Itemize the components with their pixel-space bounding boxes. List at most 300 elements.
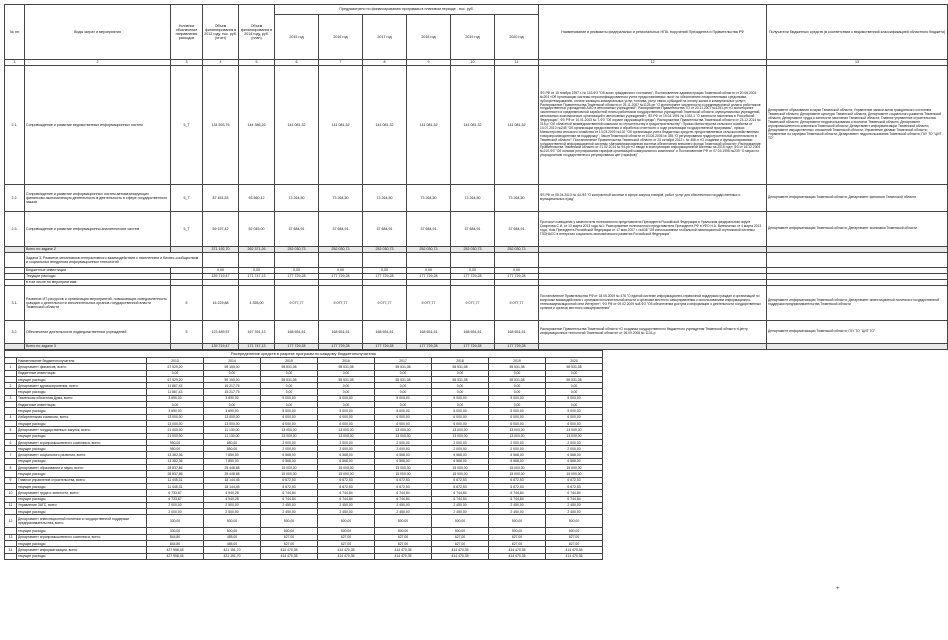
- fin-row-value: 5 000,00: [375, 408, 432, 414]
- fin-row-value: 6 000,00: [318, 420, 375, 426]
- fin-row-value: 13 000,00: [432, 427, 489, 433]
- fin-row-value: 2 000,00: [261, 439, 318, 445]
- row-year-value: 168 651,51: [407, 321, 451, 344]
- fin-row-value: 6 000,00: [546, 420, 603, 426]
- fin-row-value: 11 130,00: [204, 433, 261, 439]
- fin-row-value: 3 690,00: [147, 408, 204, 414]
- fin-row-value: 0,00: [318, 383, 375, 389]
- document-sheet: [4, 4, 946, 636]
- row-acts: Постановление Правительства РФ от 18.05.2009 № 478 "О единой системе информационно-справочной поддержки граждан и организаций по вопросам взаимодействия с органами исполнительной власти и органами местного самоуправления с использованием информационно-телекоммуникационной сети Интернет"; ФЗ РФ от 09.02.2009 №8-ФЗ "Об обеспечении доступа к информации о деятельности государственных органов и органов местного самоуправления": [539, 286, 767, 321]
- fin-header-year: 2013: [147, 358, 204, 364]
- header-year: 2019 год: [451, 15, 495, 60]
- fin-row-value: 6 744,84: [261, 490, 318, 496]
- fin-row-value: 13 000,00: [261, 427, 318, 433]
- fin-row-value: 5 000,00: [546, 408, 603, 414]
- fin-row-value: 500,00: [261, 515, 318, 528]
- total-year-value: 177 729,28: [495, 344, 539, 350]
- row-recipient: Департамент информатизации Тюменской области; Департамент экономики Тюменской области: [767, 212, 948, 247]
- fin-row-value: 414 470,35: [546, 553, 603, 559]
- fin-row-value: 6 672,53: [261, 477, 318, 483]
- total-label: Всего по задаче 3: [25, 344, 171, 350]
- row-year-value: 73 264,50: [275, 185, 319, 212]
- fin-row-value: 15 000,00: [318, 471, 375, 477]
- fin-row-value: 6 672,53: [375, 477, 432, 483]
- fin-row-name: Департамент здравоохранения, всего:: [17, 383, 147, 389]
- row-year-value: 9 077,77: [451, 286, 495, 321]
- fin-row-value: 2 000,00: [489, 446, 546, 452]
- fin-row-value: 414 470,35: [375, 553, 432, 559]
- fin-row-value: 2 450,00: [375, 502, 432, 508]
- fin-row-value: 6 672,53: [546, 483, 603, 489]
- fin-row-value: 13 000,00: [147, 414, 204, 420]
- fin-row-value: 2 000,00: [147, 502, 204, 508]
- fin-row-value: 2 450,00: [432, 509, 489, 515]
- fin-row-number: 3: [5, 395, 17, 401]
- total-year-value: 177 729,28: [451, 344, 495, 350]
- fin-row-value: 627,00: [261, 534, 318, 540]
- total-v2014: 262 371,26: [239, 247, 275, 253]
- fin-row: [5, 515, 603, 528]
- fin-row-value: 850,00: [204, 439, 261, 445]
- header-acts: Наименование и реквизиты федеральных и региональных НПА, поручений Президента и Правительства РФ: [539, 5, 767, 60]
- fin-row-name: текущие расходы: [17, 389, 147, 395]
- fin-row-number: 7: [5, 452, 17, 458]
- row-name: Сопровождение и развитие информационных систем автоматизирующих финансово-экономическую деятельность в деятельность в сфере государственного заказа: [25, 185, 171, 212]
- row-v2014: 52 045,00: [239, 212, 275, 247]
- fin-row-value: 6 744,84: [489, 496, 546, 502]
- col-number: 5: [239, 60, 275, 66]
- fin-row-value: 13 000,00: [546, 433, 603, 439]
- fin-row-value: 2 450,00: [489, 502, 546, 508]
- row-v2014: 93 560,12: [239, 185, 275, 212]
- row-number: 2.3.: [5, 212, 25, 247]
- row-year-value: 73 264,50: [363, 185, 407, 212]
- fin-row-value: 55 531,08: [432, 364, 489, 370]
- row-recipient: Департамент информатизации Тюменской области; Департамент инвестиционной политики и государственной поддержки предпринимательства Тюменской области: [767, 286, 948, 321]
- fin-row-value: 0,00: [546, 402, 603, 408]
- fin-row-value: 5 000,00: [375, 395, 432, 401]
- fin-row-value: 6 568,00: [432, 458, 489, 464]
- fin-row-name: текущие расходы: [17, 496, 147, 502]
- col-number: 6: [275, 60, 319, 66]
- fin-row-value: 15 000,00: [546, 471, 603, 477]
- fin-row-value: 0,00: [318, 389, 375, 395]
- fin-row-value: 6 744,84: [432, 496, 489, 502]
- row-year-value: 141 081,32: [319, 66, 363, 185]
- row-year-value: 168 651,51: [451, 321, 495, 344]
- fin-row-value: 414 470,35: [318, 547, 375, 553]
- fin-row-value: 500,00: [204, 528, 261, 534]
- fin-row-value: 6 568,00: [261, 452, 318, 458]
- fin-row-value: 6 568,00: [546, 452, 603, 458]
- fin-row-value: 6 568,00: [261, 458, 318, 464]
- header-year: 2018 год: [407, 15, 451, 60]
- col-number: 13: [767, 60, 948, 66]
- header-code: Условное обозначение направления расходов: [171, 5, 203, 60]
- header-year: 2017 год: [363, 15, 407, 60]
- fin-row-number: 8: [5, 465, 17, 471]
- fin-row-value: 500,00: [432, 515, 489, 528]
- fin-row-value: 5 000,00: [432, 408, 489, 414]
- total-year-value: 252 030,73: [407, 247, 451, 253]
- row-acts: Распоряжение Правительства Тюменской области «О создании государственного бюджетного учреждения Тюменской области «Центр информационных технологий Тюменской области» от 26.09.2008 № 1131-р: [539, 321, 767, 344]
- fin-row-value: 950,00: [147, 439, 204, 445]
- current-value: 177 729,28: [407, 274, 451, 280]
- fin-row-value: 627,00: [318, 534, 375, 540]
- fin-row-value: 627,00: [375, 541, 432, 547]
- fin-row-value: 2 450,00: [318, 502, 375, 508]
- total-year-value: 177 729,28: [319, 344, 363, 350]
- row-code: 5_7: [171, 212, 203, 247]
- fin-row-value: 500,00: [261, 528, 318, 534]
- fin-row-number: 9: [5, 477, 17, 483]
- fin-row-value: 0,00: [546, 370, 603, 376]
- fin-row-value: 0,00: [318, 370, 375, 376]
- fin-row-name: текущие расходы: [17, 541, 147, 547]
- fin-row-value: 13 000,00: [489, 433, 546, 439]
- fin-row-value: 0,00: [546, 383, 603, 389]
- fin-row-value: 2 450,00: [375, 509, 432, 515]
- col-number: 7: [319, 60, 363, 66]
- row-year-value: 37 684,91: [363, 212, 407, 247]
- fin-row-value: 2 450,00: [261, 509, 318, 515]
- fin-row-value: 500,00: [546, 528, 603, 534]
- fin-row-name: текущие расходы: [17, 446, 147, 452]
- fin-row-value: 844,80: [147, 541, 204, 547]
- row-number: 3.1.: [5, 286, 25, 321]
- current-value: 139 719,47: [203, 274, 239, 280]
- fin-row-name: текущие расходы: [17, 420, 147, 426]
- row-number: 2.2.: [5, 185, 25, 212]
- fin-row-value: 25 448,68: [204, 471, 261, 477]
- row-year-value: 9 077,77: [495, 286, 539, 321]
- fin-row-value: 485,00: [204, 534, 261, 540]
- fin-row-value: 6 000,00: [489, 420, 546, 426]
- fin-row-value: 55 531,08: [432, 376, 489, 382]
- total-v2013: 371 192,70: [203, 247, 239, 253]
- fin-row-number: 13: [5, 534, 17, 540]
- fin-row-value: 55 531,08: [375, 364, 432, 370]
- fin-row-value: 6 672,53: [318, 483, 375, 489]
- fin-row-value: 6 744,84: [318, 490, 375, 496]
- fin-row-name: Департамент информатизации, всего:: [17, 547, 147, 553]
- total-year-value: 252 030,73: [275, 247, 319, 253]
- row-acts: Протокол совещания у заместителя полномочного представителя Президента Российской Федерации в Уральском федеральном округе Смирнова С.И. от 13 марта 2013 года №1; Распоряжение полномочного представителя Президента РФ в УФО Н.А. Винниченко от 4 марта 2013 года; Указ Президента Российской Федерации от 17 мая 2007 г. №638 "Об использовании глобальной навигационной спутниковой системы ГЛОНАСС в интересах социально-экономического развития Российской Федерации": [539, 212, 767, 247]
- row-name: Обеспечение деятельности подведомственных учреждений: [25, 321, 171, 344]
- fin-row-value: 6 672,53: [261, 483, 318, 489]
- fin-row-value: 627,00: [489, 534, 546, 540]
- fin-row-value: 3 690,00: [204, 408, 261, 414]
- fin-row-value: 13 382,36: [147, 458, 204, 464]
- fin-row-value: 500,00: [489, 515, 546, 528]
- header-name: Виды затрат и мероприятия: [25, 5, 171, 60]
- fin-row-value: 13 000,00: [261, 433, 318, 439]
- row-year-value: 168 651,51: [495, 321, 539, 344]
- fin-row-value: 13 000,00: [318, 427, 375, 433]
- fin-header-year: 2017: [375, 358, 432, 364]
- row-year-value: 73 264,50: [319, 185, 363, 212]
- fin-row-value: 414 470,35: [261, 547, 318, 553]
- row-year-value: 141 081,32: [275, 66, 319, 185]
- budget-value: 0,00: [319, 268, 363, 274]
- fin-row-value: 0,00: [489, 370, 546, 376]
- fin-header-year: 2014: [204, 358, 261, 364]
- fin-row-value: 11 445,31: [147, 483, 204, 489]
- fin-row-value: 6 744,84: [375, 490, 432, 496]
- row-year-value: 9 077,77: [319, 286, 363, 321]
- fin-row-value: 6 000,00: [375, 420, 432, 426]
- total-year-value: 252 030,73: [495, 247, 539, 253]
- fin-row-value: 0,00: [432, 402, 489, 408]
- fin-row-value: 500,00: [432, 528, 489, 534]
- task-label: Задача 3. Развитие механизмов интерактивного взаимодействия с населением и бизнес-сообществом и социальных внедрения информационных технологий: [25, 253, 203, 268]
- fin-row-value: 0,00: [432, 383, 489, 389]
- fin-row-name: Департамент труда и занятости, всего:: [17, 490, 147, 496]
- fin-row-value: 13 000,00: [546, 427, 603, 433]
- total-row: [5, 344, 948, 350]
- row-v2014: 167 391,13: [239, 321, 275, 344]
- row-year-value: 9 077,77: [275, 286, 319, 321]
- fin-row: [5, 553, 603, 559]
- fin-row-value: 6 672,53: [489, 483, 546, 489]
- fin-row-value: 0,00: [375, 402, 432, 408]
- current-value: 177 729,28: [363, 274, 407, 280]
- header-no: № пп: [5, 5, 25, 60]
- current-value: 177 729,28: [319, 274, 363, 280]
- row-year-value: 168 651,51: [319, 321, 363, 344]
- fin-row-value: 15 217,75: [204, 389, 261, 395]
- distribution-table: [4, 350, 603, 560]
- fin-row-value: 6 744,84: [261, 496, 318, 502]
- fin-row-value: 5 000,00: [489, 408, 546, 414]
- budget-value: 0,00: [451, 268, 495, 274]
- total-year-value: 252 030,73: [363, 247, 407, 253]
- fin-row-value: 414 470,35: [489, 547, 546, 553]
- fin-row-value: 6 000,00: [375, 414, 432, 420]
- fin-row-value: 5 000,00: [546, 395, 603, 401]
- fin-row-value: 25 448,68: [204, 465, 261, 471]
- fin-row-value: 6 568,00: [489, 452, 546, 458]
- fin-row-value: 0,00: [489, 402, 546, 408]
- fin-row-value: 6 000,00: [489, 414, 546, 420]
- program-table: [4, 4, 948, 350]
- row-year-value: 37 684,91: [495, 212, 539, 247]
- fin-row-name: Департамент образования и науки, всего:: [17, 465, 147, 471]
- row-v2014: 4 355,00: [239, 286, 275, 321]
- fin-row-value: 0,00: [261, 370, 318, 376]
- row-acts: ФЗ РФ от 15 ноября 1997 г. № 143-ФЗ "Об актах гражданского состояния"; Постановление администрации Тюменской области от 20.06.2003 №204 «Об организации системы персонифицированного учета предоставляемых льгот по обеспечению лекарственными средствами, зубопротезированию, оплате жилищно-коммунальных услуг, топлива, услуг связи, субсидий на оплату жилья и коммунальных услуг»; Распоряжение Правительства Тюменской области от 25.11.2007 №1125-рп "О мониторинге численности и среднемесячной оплаты работников государственных учреждений АИО в автономных учреждений"; Распоряжение Правительства ТО от 20.11.2007 №1251-рп «О мониторинге численности и среднемесячной заработной платы работников государственных учреждений Тюменской области, муниципальных учреждений, автономных экономических организаций и автономных учреждений»; ФЗ РФ от 19.04.1991 № 1032-1 "О занятости населения в Российской Федерации"; ФЗ РФ от 10.01.2003 № 7-ФЗ "Об охране окружающей среды"; Распоряжение Правительства Тюменской области от 23.12.2014 № 315-р "Об областной межведомственной комиссии по строительству и градостроительству"; Приказ Министерства сельского хозяйства от 14.07.2010 №248 "Об организации предоставления и обработки отчетности о ходе реализации государственной программы", приказ Министерства сельского хозяйства от 13.03.2009 №102 "Об организации учета бюджетных средств, предоставляемых сельскохозяйственным товаропроизводителям на поддержку"; Закон Тюменской области от 03.06.2005 № 385 "О регулировании градостроительной деятельности в Тюменской области"; Постановление Правительства Тюменской области от 20 октября 2013 г. № 456-п «О создании и функционировании государственной информационной системы «Автоматизированная система обеспечения внешнего фонда Тюменской области»; Распоряжение Правительства Тюменской области от 21.02.2014 № 94-рп «О вводе в эксплуатацию информационной системы на 2015 год»; ФЗ от 16.12.2004 №210-ФЗ "Об основах регулирования тарифов организаций коммунального комплекса" и Постановление РФ от 07.03.1995 №239 "О мерах по упорядочению государственного регулирования цен (тарифов)": [539, 66, 767, 185]
- fin-header-year: 2019: [489, 358, 546, 364]
- fin-row-value: 55 531,08: [318, 376, 375, 382]
- fin-row-value: 414 470,35: [261, 553, 318, 559]
- row-year-value: 37 684,91: [275, 212, 319, 247]
- fin-row-name: Департамент инвестиционной политики и государственной поддержки предпринимательства, всего:: [17, 515, 147, 528]
- row-year-value: 168 651,51: [363, 321, 407, 344]
- fin-row-value: 21 000,00: [147, 427, 204, 433]
- fin-row-number: 6: [5, 439, 17, 445]
- fin-row-name: Избирательная комиссия, всего:: [17, 414, 147, 420]
- row-v2014: 144 386,26: [239, 66, 275, 185]
- fin-row-value: 18 144,45: [204, 477, 261, 483]
- fin-row-number: 10: [5, 490, 17, 496]
- fin-row-value: 6 672,53: [546, 477, 603, 483]
- fin-row-value: 0,00: [375, 383, 432, 389]
- fin-row-value: 59 155,00: [204, 376, 261, 382]
- fin-row-value: 427 958,45: [147, 553, 204, 559]
- fin-row-value: 2 000,00: [318, 439, 375, 445]
- col-number: 11: [495, 60, 539, 66]
- fin-row-value: 0,00: [261, 383, 318, 389]
- fin-row-value: 5 000,00: [261, 408, 318, 414]
- row-year-value: 141 081,32: [363, 66, 407, 185]
- fin-row-value: 11 867,43: [147, 389, 204, 395]
- row-year-value: 73 264,50: [407, 185, 451, 212]
- row-year-value: 37 684,91: [319, 212, 363, 247]
- fin-row-value: 2 000,00: [147, 509, 204, 515]
- fin-row-value: 6 744,84: [546, 490, 603, 496]
- fin-row-name: Департамент социального развития, всего:: [17, 452, 147, 458]
- total-label: Всего по задаче 2: [25, 247, 171, 253]
- fin-row-value: 850,00: [204, 446, 261, 452]
- budget-value: 0,00: [363, 268, 407, 274]
- fin-row-value: 2 000,00: [375, 446, 432, 452]
- fin-row-value: 844,80: [147, 534, 204, 540]
- total-v2014: 171 747,13: [239, 344, 275, 350]
- row-v2013: 16 229,88: [203, 286, 239, 321]
- fin-row-value: 2 000,00: [432, 439, 489, 445]
- fin-row-value: 500,00: [318, 515, 375, 528]
- fin-row-value: 55 531,08: [546, 364, 603, 370]
- fin-row-name: бюджетные инвестиции: [17, 370, 147, 376]
- fin-row-value: 28 837,86: [147, 471, 204, 477]
- row-name: Развитие ИТ-ресурсов и организация мероприятий, повышающих осведомленность граждан о деятельности исполнительных органов государственной власти Тюменской области: [25, 286, 171, 321]
- row-v2013: 134 593,76: [203, 66, 239, 185]
- fin-row-value: 28 837,86: [147, 465, 204, 471]
- fin-row-value: 11 445,31: [147, 477, 204, 483]
- fin-header-year: 2020: [546, 358, 603, 364]
- fin-row-number: 11: [5, 502, 17, 508]
- row-name: Сопровождение и развитие ведомственных информационных систем: [25, 66, 171, 185]
- fin-row-value: 15 217,75: [204, 383, 261, 389]
- fin-row-value: 5 000,00: [489, 395, 546, 401]
- fin-row-name: Тюменская областная Дума, всего:: [17, 395, 147, 401]
- fin-row-value: 13 000,00: [318, 433, 375, 439]
- fin-row-value: 5 000,00: [318, 408, 375, 414]
- col-number: 8: [363, 60, 407, 66]
- fin-row-value: 59 155,00: [204, 364, 261, 370]
- fin-row-value: 6 568,00: [489, 458, 546, 464]
- fin-row-value: 55 531,08: [489, 376, 546, 382]
- fin-row-value: 421 151,70: [204, 547, 261, 553]
- fin-row-name: текущие расходы: [17, 483, 147, 489]
- fin-row-value: 13 000,00: [204, 414, 261, 420]
- fin-row-value: 421 151,70: [204, 553, 261, 559]
- fin-row-value: 0,00: [261, 402, 318, 408]
- header-year: 2020 год: [495, 15, 539, 60]
- fin-row-value: 0,00: [204, 370, 261, 376]
- fin-row-name: текущие расходы: [17, 408, 147, 414]
- row-year-value: 141 081,32: [407, 66, 451, 185]
- fin-row-value: 500,00: [204, 515, 261, 528]
- fin-row-value: 4 940,28: [204, 490, 261, 496]
- fin-row-value: 627,00: [375, 534, 432, 540]
- fin-row-value: 15 000,00: [489, 471, 546, 477]
- row-recipient: Департамент образования и науки Тюменской области; Управление записи актов гражданского состояния Тюменской области; Департамент культуры Тюменской области; Департамент социального развития Тюменской области; Департамент труда и занятости населения Тюменской области; Главное управление строительства Тюменской области; Департамент недропользования и экологии Тюменской области; Департамент агропромышленного комплекса Тюменской области; Департамент информатизации Тюменской области; Департамент имущественных отношений Тюменской области; Управление делами Тюменской области; Управление по тарифам Тюменской области; Департамент недропользования Тюменской области; ГКУ ТО "ЦИТ ТО": [767, 66, 948, 185]
- fin-row-name: Департамент агропромышленного комплекса, всего:: [17, 534, 147, 540]
- row-year-value: 141 081,32: [451, 66, 495, 185]
- row-year-value: 168 651,51: [275, 321, 319, 344]
- row-year-value: 37 684,91: [451, 212, 495, 247]
- fin-row-value: 6 672,53: [432, 483, 489, 489]
- col-number: 2: [25, 60, 171, 66]
- fin-row-value: 2 500,00: [204, 509, 261, 515]
- fin-row-value: 0,00: [375, 389, 432, 395]
- fin-row-value: 427 958,45: [147, 547, 204, 553]
- fin-row-value: 2 450,00: [261, 502, 318, 508]
- total-year-value: 252 030,73: [319, 247, 363, 253]
- fin-row-value: 6 744,84: [375, 496, 432, 502]
- row-year-value: 37 684,91: [407, 212, 451, 247]
- table-row: [5, 66, 948, 185]
- fin-row-value: 6 000,00: [261, 420, 318, 426]
- task-row: [5, 253, 948, 268]
- fin-row-value: 6 744,84: [318, 496, 375, 502]
- fin-row-value: 2 000,00: [489, 439, 546, 445]
- page-mark: +: [836, 586, 840, 592]
- fin-row-value: 7 850,00: [204, 452, 261, 458]
- fin-row-value: 55 531,08: [318, 364, 375, 370]
- header-vol2014: Объем финансирования в 2014 году, руб. (план): [239, 5, 275, 60]
- fin-row-value: 0,00: [204, 402, 261, 408]
- fin-row-value: 6 000,00: [432, 414, 489, 420]
- table-row: [5, 185, 948, 212]
- fin-row-value: 3 690,00: [147, 395, 204, 401]
- header-year: 2015 год: [275, 15, 319, 60]
- fin-row-value: 15 000,00: [375, 471, 432, 477]
- fin-row-value: 627,00: [489, 541, 546, 547]
- row-code: 5: [171, 286, 203, 321]
- row-v2013: 87 451,53: [203, 185, 239, 212]
- col-number: 12: [539, 60, 767, 66]
- fin-row-value: 6 568,00: [546, 458, 603, 464]
- row-year-value: 73 264,50: [451, 185, 495, 212]
- row-recipient: Департамент информатизации Тюменской области; Департамент финансов Тюменской области: [767, 185, 948, 212]
- fin-row-value: 2 450,00: [489, 509, 546, 515]
- fin-row-value: 0,00: [318, 402, 375, 408]
- fin-header-year: 2018: [432, 358, 489, 364]
- fin-row-value: 627,00: [432, 534, 489, 540]
- fin-row-value: 6 000,00: [432, 420, 489, 426]
- fin-row-value: 0,00: [489, 383, 546, 389]
- budget-label: Бюджетные инвестиции: [25, 268, 171, 274]
- col-number: 4: [203, 60, 239, 66]
- row-code: 5: [171, 321, 203, 344]
- row-year-value: 141 081,32: [495, 66, 539, 185]
- fin-row-value: 2 450,00: [318, 509, 375, 515]
- fin-row-value: 6 733,67: [147, 490, 204, 496]
- fin-row-value: 414 470,35: [489, 553, 546, 559]
- fin-row-value: 500,00: [489, 528, 546, 534]
- fin-row-name: Управление ЗАГС, всего:: [17, 502, 147, 508]
- col-number: 10: [451, 60, 495, 66]
- fin-row-value: 414 470,35: [432, 553, 489, 559]
- fin-header-year: 2015: [261, 358, 318, 364]
- fin-row-name: текущие расходы: [17, 553, 147, 559]
- fin-row-number: [5, 553, 17, 559]
- fin-row-name: текущие расходы: [17, 376, 147, 382]
- fin-row-value: 500,00: [318, 528, 375, 534]
- fin-row-value: 11 867,43: [147, 383, 204, 389]
